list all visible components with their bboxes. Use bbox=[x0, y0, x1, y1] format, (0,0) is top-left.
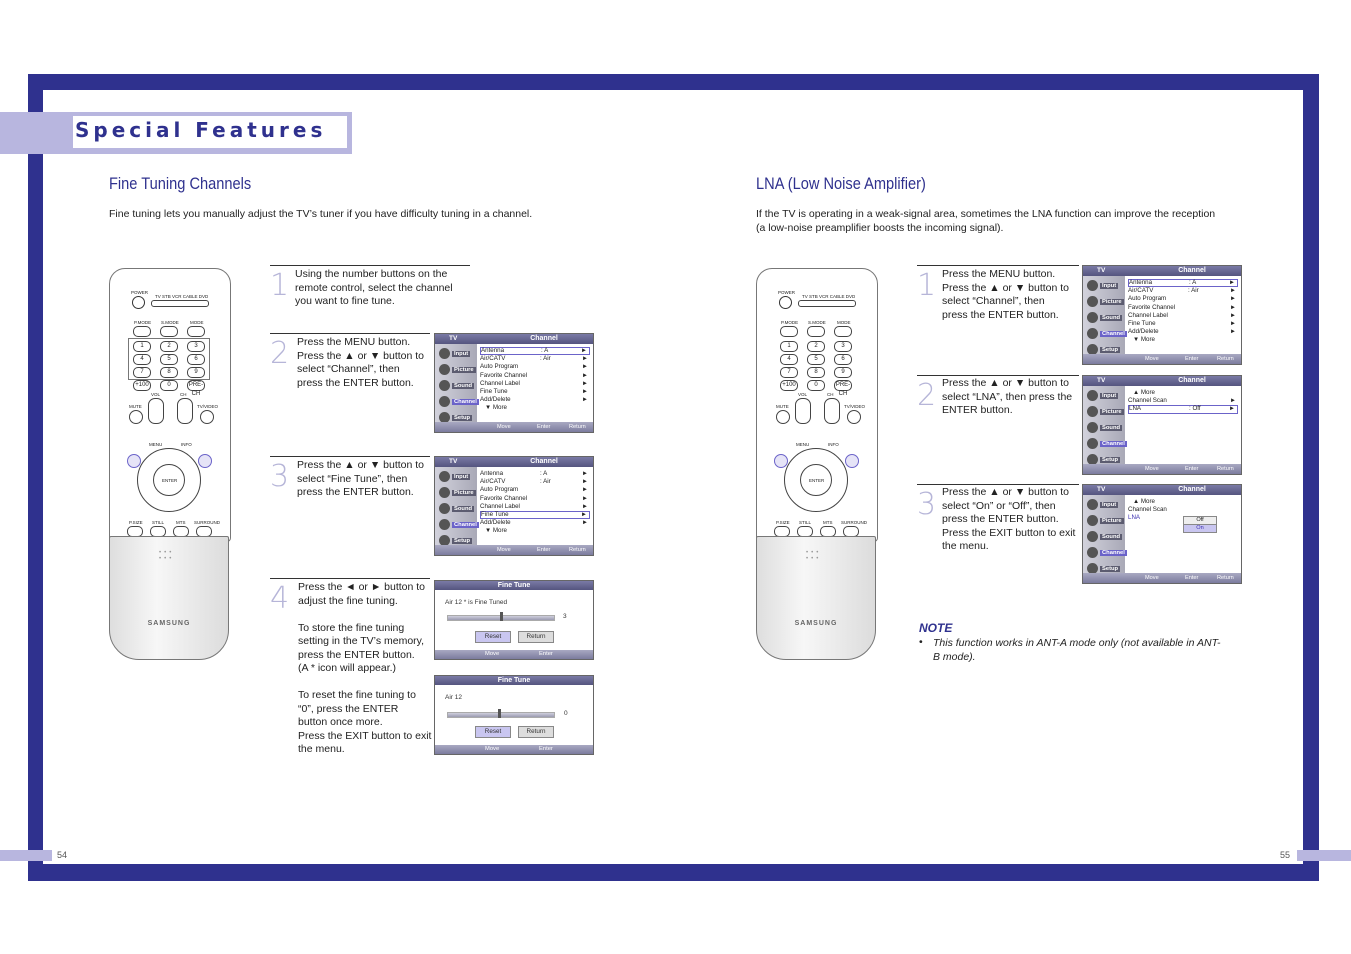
osd-row-fine-tune[interactable]: Fine Tune ► bbox=[480, 511, 590, 519]
left-heading: Fine Tuning Channels bbox=[109, 174, 252, 193]
mute-label: MUTE bbox=[129, 404, 142, 409]
reset-button[interactable]: Reset bbox=[475, 726, 511, 738]
osd-side-setup[interactable]: Setup bbox=[437, 411, 475, 425]
right-intro: If the TV is operating in a weak-signal area, sometimes the LNA function can improve the reception (a low-noise preamplifier boosts the incoming signal). bbox=[756, 208, 1216, 234]
lna-step-2-rule bbox=[917, 375, 1079, 376]
mode-label: MODE bbox=[190, 320, 204, 325]
osd-row-fine-tune[interactable]: Fine Tune ► bbox=[480, 387, 588, 395]
osd-title: Channel bbox=[530, 335, 558, 342]
power-button[interactable] bbox=[132, 296, 145, 309]
key-1[interactable]: 1 bbox=[133, 341, 151, 352]
osd-row-more-up[interactable]: ▲ More bbox=[1133, 389, 1155, 396]
osd-channel-menu-step2: TV Channel Input Picture Sound Channel Setup Antenna : A ► Air/CATV : Air ► Auto Program ► Favorite Channel ► Channel Label ► Fine Tune ► Add/Delete ► ▼ More Move Enter Return bbox=[434, 333, 594, 433]
lna-step-1-text: Press the MENU button. Press the ▲ or ▼ button to select “Channel”, then press the ENTER button. bbox=[942, 268, 1070, 321]
frame-left-bar bbox=[28, 74, 43, 881]
key-5[interactable]: 5 bbox=[160, 354, 178, 365]
osd-row-more[interactable]: ▼ More bbox=[1133, 336, 1155, 344]
exit-button-left[interactable] bbox=[127, 454, 141, 468]
remote-modes-label: TV STB VCR CABLE DVD bbox=[155, 294, 209, 299]
osd-row-channel-scan[interactable]: Channel Scan ► bbox=[1128, 397, 1236, 405]
osd-side-channel[interactable]: Channel bbox=[437, 518, 475, 532]
key-9[interactable]: 9 bbox=[834, 367, 852, 378]
enter-label: ENTER bbox=[162, 478, 178, 483]
lna-step-3-rule bbox=[917, 484, 1079, 485]
osd-side-channel[interactable]: Channel bbox=[1085, 437, 1123, 451]
osd-side-input[interactable]: Input bbox=[1085, 279, 1123, 293]
pmode-label: P.MODE bbox=[134, 320, 152, 325]
fine-tune-label: Air 12 bbox=[445, 694, 462, 701]
osd-side-sound[interactable]: Sound bbox=[1085, 311, 1123, 325]
osd-side-setup[interactable]: Setup bbox=[437, 534, 475, 548]
exit-button-right[interactable] bbox=[198, 454, 212, 468]
step-1-rule bbox=[270, 265, 470, 266]
lna-step-2-text: Press the ▲ or ▼ button to select “LNA”, then press the ENTER button. bbox=[942, 377, 1073, 416]
osd-row-channel-label[interactable]: Channel Label ► bbox=[480, 502, 588, 510]
key-9[interactable]: 9 bbox=[187, 367, 205, 378]
frame-top-bar bbox=[28, 74, 1319, 90]
key-plus100[interactable]: +100 bbox=[133, 380, 151, 391]
osd-row-more[interactable]: ▼ More bbox=[485, 527, 507, 535]
osd-side-sound[interactable]: Sound bbox=[437, 502, 475, 516]
key-4[interactable]: 4 bbox=[133, 354, 151, 365]
fine-tune-value: 0 bbox=[564, 710, 568, 717]
note-heading: NOTE bbox=[919, 621, 953, 635]
page-number-right: 55 bbox=[1280, 850, 1291, 860]
fine-tune-slider-handle[interactable] bbox=[498, 709, 501, 718]
osd-row-antenna[interactable]: Antenna : A ► bbox=[480, 347, 590, 355]
key-plus100[interactable]: +100 bbox=[780, 380, 798, 391]
osd-side-sound[interactable]: Sound bbox=[1085, 421, 1123, 435]
key-2[interactable]: 2 bbox=[807, 341, 825, 352]
key-1[interactable]: 1 bbox=[780, 341, 798, 352]
osd-row-lna[interactable]: LNA : Off ► bbox=[1128, 405, 1238, 413]
key-3[interactable]: 3 bbox=[834, 341, 852, 352]
mts-label: MTS bbox=[176, 520, 186, 525]
remote-control-right bbox=[756, 268, 876, 660]
fine-tune-slider[interactable] bbox=[447, 712, 555, 718]
fine-tune-label: Air 12 * is Fine Tuned bbox=[445, 599, 508, 606]
step-4-number: 4 bbox=[270, 581, 290, 616]
osd-lna-step1: TV Channel Input Picture Sound Channel Setup Antenna : A ► Air/CATV : Air ► Auto Program ► Favorite Channel ► Channel Label ► Fine Tune ► Add/Delete ► ▼ More Move Enter Return bbox=[1082, 265, 1242, 365]
pmode-label: P.MODE bbox=[781, 320, 799, 325]
exit-button-right[interactable] bbox=[845, 454, 859, 468]
lna-step-2-number: 2 bbox=[917, 378, 937, 413]
menu-label: MENU bbox=[149, 442, 163, 447]
osd-side-input[interactable]: Input bbox=[1085, 389, 1123, 403]
osd-side-picture[interactable]: Picture bbox=[437, 363, 475, 377]
mute-label: MUTE bbox=[776, 404, 789, 409]
remote-dots: ••• ••• bbox=[159, 550, 175, 562]
volume-rocker[interactable] bbox=[148, 398, 164, 424]
osd-side-picture[interactable]: Picture bbox=[1085, 514, 1123, 528]
still-label: STILL bbox=[152, 520, 165, 525]
osd-side-picture[interactable]: Picture bbox=[437, 486, 475, 500]
ch-label: CH bbox=[827, 392, 834, 397]
osd-row-channel-scan[interactable]: Channel Scan bbox=[1128, 506, 1167, 514]
key-7[interactable]: 7 bbox=[133, 367, 151, 378]
ch-label: CH bbox=[180, 392, 187, 397]
lna-step-3-number: 3 bbox=[917, 487, 937, 522]
pmode-button[interactable] bbox=[780, 326, 798, 337]
step-3-text: Press the ▲ or ▼ button to select “Fine Tune”, then press the ENTER button. bbox=[297, 459, 425, 498]
mode-selector[interactable] bbox=[151, 300, 209, 307]
smode-button[interactable] bbox=[807, 326, 825, 337]
lna-option-on[interactable]: On bbox=[1183, 524, 1217, 533]
osd-row-more[interactable]: ▼ More bbox=[485, 404, 507, 412]
osd-side-channel[interactable]: Channel bbox=[1085, 327, 1123, 341]
psize-label: P.SIZE bbox=[776, 520, 790, 525]
key-0[interactable]: 0 bbox=[807, 380, 825, 391]
remote-brand-logo: SAMSUNG bbox=[147, 620, 191, 627]
frame-right-bar bbox=[1303, 74, 1319, 881]
surround-label: SURROUND bbox=[194, 520, 221, 525]
osd-row-channel-label[interactable]: Channel Label ► bbox=[1128, 311, 1236, 319]
channel-rocker[interactable] bbox=[824, 398, 840, 424]
remote-modes-label: TV STB VCR CABLE DVD bbox=[802, 294, 856, 299]
volume-rocker[interactable] bbox=[795, 398, 811, 424]
key-4[interactable]: 4 bbox=[780, 354, 798, 365]
osd-row-antenna[interactable]: Antenna : A ► bbox=[1128, 279, 1238, 287]
lna-step-1-rule bbox=[917, 265, 1079, 266]
smode-button[interactable] bbox=[160, 326, 178, 337]
step-3-rule bbox=[270, 456, 430, 457]
frame-bottom-bar bbox=[28, 864, 1319, 881]
section-title: Special Features bbox=[75, 118, 327, 142]
key-7[interactable]: 7 bbox=[780, 367, 798, 378]
osd-row-auto-program[interactable]: Auto Program ► bbox=[1128, 295, 1236, 303]
osd-lna-step2: TV Channel Input Picture Sound Channel Setup ▲ More Channel Scan ► LNA : Off ► Move Enter Return bbox=[1082, 375, 1242, 475]
tvvideo-label: TV/VIDEO bbox=[844, 404, 866, 409]
osd-row-aircatv[interactable]: Air/CATV : Air ► bbox=[1128, 287, 1236, 295]
osd-side-picture[interactable]: Picture bbox=[1085, 295, 1123, 309]
osd-side-sound[interactable]: Sound bbox=[1085, 530, 1123, 544]
vol-label: VOL bbox=[151, 392, 161, 397]
tvvideo-label: TV/VIDEO bbox=[197, 404, 219, 409]
osd-row-more-up[interactable]: ▲ More bbox=[1133, 498, 1155, 505]
key-8[interactable]: 8 bbox=[807, 367, 825, 378]
step-2-rule bbox=[270, 333, 430, 334]
osd-row-favorite[interactable]: Favorite Channel ► bbox=[1128, 303, 1236, 311]
left-intro: Fine tuning lets you manually adjust the TV’s tuner if you have difficulty tuning in a channel. bbox=[109, 208, 533, 220]
osd-side-setup[interactable]: Setup bbox=[1085, 562, 1123, 576]
key-2[interactable]: 2 bbox=[160, 341, 178, 352]
page-tab-right bbox=[1297, 850, 1351, 861]
osd-side-sound[interactable]: Sound bbox=[437, 379, 475, 393]
osd-row-add-delete[interactable]: Add/Delete ► bbox=[480, 519, 588, 527]
step-1-number: 1 bbox=[270, 268, 290, 303]
osd-row-auto-program[interactable]: Auto Program ► bbox=[480, 486, 588, 494]
return-button[interactable]: Return bbox=[518, 726, 554, 738]
vol-label: VOL bbox=[798, 392, 808, 397]
key-0[interactable]: 0 bbox=[160, 380, 178, 391]
tvvideo-button[interactable] bbox=[200, 410, 214, 424]
reset-button[interactable]: Reset bbox=[475, 631, 511, 643]
osd-row-channel-label[interactable]: Channel Label ► bbox=[480, 379, 588, 387]
osd-row-antenna[interactable]: Antenna : A ► bbox=[480, 470, 588, 477]
step-1-text: Using the number buttons on the remote control, select the channel you want to fine tune. bbox=[295, 268, 453, 307]
surround-label: SURROUND bbox=[841, 520, 868, 525]
mute-button[interactable] bbox=[129, 410, 143, 424]
smode-label: S.MODE bbox=[161, 320, 179, 325]
fine-tune-title: Fine Tune bbox=[435, 581, 593, 590]
osd-side-input[interactable]: Input bbox=[437, 347, 475, 361]
key-prech[interactable]: PRE-CH bbox=[835, 382, 851, 397]
osd-row-aircatv[interactable]: Air/CATV : Air ► bbox=[480, 478, 588, 486]
key-5[interactable]: 5 bbox=[807, 354, 825, 365]
step-3-number: 3 bbox=[270, 459, 290, 494]
step-2-number: 2 bbox=[270, 336, 290, 371]
enter-label: ENTER bbox=[809, 478, 825, 483]
osd-channel-menu-step3: TV Channel Input Picture Sound Channel Setup Antenna : A ► Air/CATV : Air ► Auto Program ► Favorite Channel ► Channel Label ► Fine Tune ► Add/Delete ► ▼ More Move Enter Return bbox=[434, 456, 594, 556]
remote-control-left bbox=[109, 268, 229, 660]
key-prech[interactable]: PRE-CH bbox=[188, 382, 204, 397]
fine-tune-slider-handle[interactable] bbox=[500, 612, 503, 621]
info-label: INFO bbox=[181, 442, 192, 447]
psize-label: P.SIZE bbox=[129, 520, 143, 525]
page-number-left: 54 bbox=[57, 850, 68, 860]
menu-label: MENU bbox=[796, 442, 810, 447]
fine-tune-value: 3 bbox=[563, 613, 567, 620]
remote-power-label: POWER bbox=[131, 290, 149, 295]
mode-label: MODE bbox=[837, 320, 851, 325]
page-tab-left bbox=[0, 850, 52, 861]
channel-rocker[interactable] bbox=[177, 398, 193, 424]
key-6[interactable]: 6 bbox=[834, 354, 852, 365]
lna-option-off[interactable]: Off bbox=[1183, 516, 1217, 525]
tvvideo-button[interactable] bbox=[847, 410, 861, 424]
power-button[interactable] bbox=[779, 296, 792, 309]
smode-label: S.MODE bbox=[808, 320, 826, 325]
still-label: STILL bbox=[799, 520, 812, 525]
lna-step-3-text: Press the ▲ or ▼ button to select “On” or “Off”, then press the ENTER button. Press the EXIT button to exit the menu. bbox=[942, 486, 1076, 552]
exit-button-left[interactable] bbox=[774, 454, 788, 468]
step-2-text: Press the MENU button. Press the ▲ or ▼ button to select “Channel”, then press the ENTER button. bbox=[297, 336, 425, 389]
osd-side-channel[interactable]: Channel bbox=[1085, 546, 1123, 560]
osd-side-input[interactable]: Input bbox=[1085, 498, 1123, 512]
key-8[interactable]: 8 bbox=[160, 367, 178, 378]
note-bullet: • bbox=[919, 636, 923, 648]
key-3[interactable]: 3 bbox=[187, 341, 205, 352]
osd-row-favorite[interactable]: Favorite Channel ► bbox=[480, 371, 588, 379]
step-4-rule bbox=[270, 578, 430, 579]
info-label: INFO bbox=[828, 442, 839, 447]
osd-side-channel[interactable]: Channel bbox=[437, 395, 475, 409]
osd-row-aircatv[interactable]: Air/CATV : Air ► bbox=[480, 355, 588, 363]
key-6[interactable]: 6 bbox=[187, 354, 205, 365]
remote-dots: ••• ••• bbox=[806, 550, 822, 562]
osd-row-fine-tune[interactable]: Fine Tune ► bbox=[1128, 319, 1236, 327]
mts-label: MTS bbox=[823, 520, 833, 525]
osd-row-auto-program[interactable]: Auto Program ► bbox=[480, 363, 588, 371]
mute-button[interactable] bbox=[776, 410, 790, 424]
osd-lna-step3: TV Channel Input Picture Sound Channel Setup ▲ More Channel Scan LNA Off On Move Enter Return bbox=[1082, 484, 1242, 584]
step-4-text: Press the ◄ or ► button to adjust the fine tuning. To store the fine tuning setting in the TV’s memory, press the ENTER button. (A * icon will appear.) To reset the fine tuning to “0”, press the ENTER button once more. Press the EXIT button to exit the menu. bbox=[298, 581, 432, 755]
osd-tv-label: TV bbox=[449, 335, 458, 342]
osd-row-lna[interactable]: LNA bbox=[1128, 514, 1141, 522]
mode-selector[interactable] bbox=[798, 300, 856, 307]
note-text: This function works in ANT-A mode only (not available in ANT-B mode). bbox=[933, 637, 1221, 663]
mode-button[interactable] bbox=[834, 326, 852, 337]
osd-fine-tune-reset: Fine Tune Air 12 0 Reset Return Move Enter bbox=[434, 675, 594, 755]
lna-step-1-number: 1 bbox=[917, 268, 937, 303]
osd-side-setup[interactable]: Setup bbox=[1085, 343, 1123, 357]
osd-side-input[interactable]: Input bbox=[437, 470, 475, 484]
return-button[interactable]: Return bbox=[518, 631, 554, 643]
osd-side-picture[interactable]: Picture bbox=[1085, 405, 1123, 419]
pmode-button[interactable] bbox=[133, 326, 151, 337]
osd-side-setup[interactable]: Setup bbox=[1085, 453, 1123, 467]
remote-brand-logo: SAMSUNG bbox=[794, 620, 838, 627]
osd-row-add-delete[interactable]: Add/Delete ► bbox=[480, 396, 588, 404]
mode-button[interactable] bbox=[187, 326, 205, 337]
remote-power-label: POWER bbox=[778, 290, 796, 295]
osd-fine-tune-stored: Fine Tune Air 12 * is Fine Tuned 3 Reset Return Move Enter bbox=[434, 580, 594, 660]
osd-row-favorite[interactable]: Favorite Channel ► bbox=[480, 494, 588, 502]
osd-row-add-delete[interactable]: Add/Delete ► bbox=[1128, 328, 1236, 336]
right-heading: LNA (Low Noise Amplifier) bbox=[756, 174, 926, 193]
